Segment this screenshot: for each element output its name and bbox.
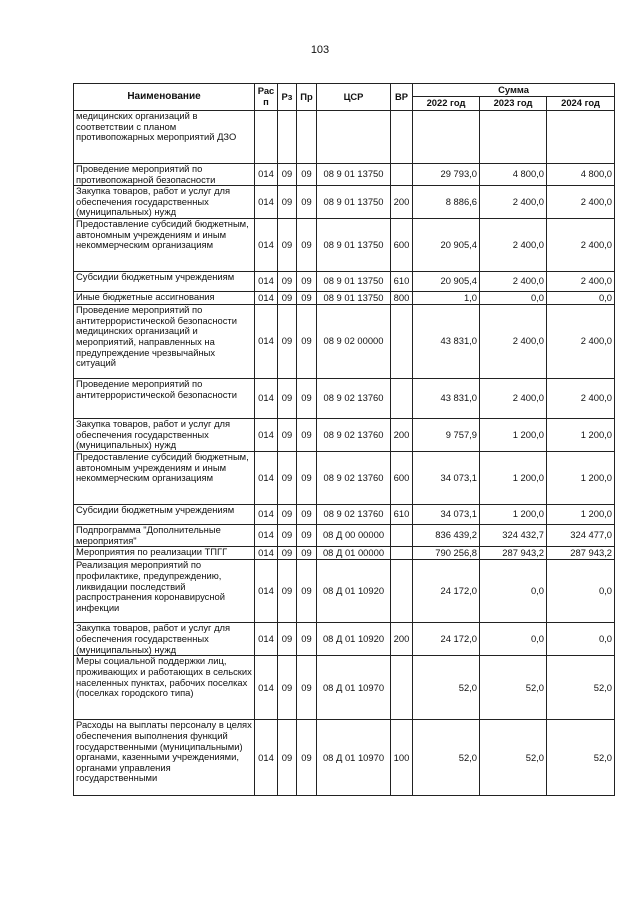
header-rasp-line1: Рас <box>257 85 275 97</box>
cell-name: Подпрограмма "Дополнительные мероприятия" <box>74 525 255 547</box>
cell-sum-2022: 52,0 <box>413 656 480 720</box>
cell-pr: 09 <box>297 525 317 547</box>
cell-rz: 09 <box>278 560 297 623</box>
cell-csr <box>317 111 391 164</box>
cell-rasp: 014 <box>255 525 278 547</box>
cell-sum-2022 <box>413 111 480 164</box>
cell-pr: 09 <box>297 186 317 219</box>
cell-rasp: 014 <box>255 164 278 186</box>
page-number: 103 <box>310 44 330 56</box>
table-row <box>74 305 615 379</box>
cell-rasp: 014 <box>255 720 278 796</box>
cell-vr: 600 <box>391 452 413 505</box>
table-row <box>74 623 615 656</box>
cell-sum-2024: 2 400,0 <box>547 219 615 272</box>
cell-csr: 08 9 02 13760 <box>317 379 391 419</box>
cell-vr <box>391 560 413 623</box>
cell-pr: 09 <box>297 547 317 560</box>
table-row <box>74 111 615 164</box>
cell-rasp: 014 <box>255 219 278 272</box>
cell-rz: 09 <box>278 623 297 656</box>
cell-sum-2022: 43 831,0 <box>413 379 480 419</box>
cell-rasp: 014 <box>255 623 278 656</box>
cell-csr: 08 9 02 13760 <box>317 505 391 525</box>
cell-vr: 200 <box>391 186 413 219</box>
cell-pr: 09 <box>297 305 317 379</box>
budget-table <box>73 83 615 796</box>
cell-pr: 09 <box>297 505 317 525</box>
cell-csr: 08 Д 01 10920 <box>317 560 391 623</box>
cell-name: Субсидии бюджетным учреждениям <box>74 505 255 525</box>
cell-sum-2022: 24 172,0 <box>413 623 480 656</box>
cell-sum-2023: 2 400,0 <box>480 379 547 419</box>
cell-name: медицинских организаций в соответствии с планом противопожарных мероприятий ДЗО <box>74 111 255 164</box>
cell-vr <box>391 111 413 164</box>
table-row <box>74 547 615 560</box>
cell-sum-2022: 52,0 <box>413 720 480 796</box>
table-row <box>74 186 615 219</box>
cell-rz: 09 <box>278 452 297 505</box>
cell-sum-2024 <box>547 111 615 164</box>
cell-sum-2022: 20 905,4 <box>413 272 480 292</box>
cell-sum-2024: 2 400,0 <box>547 272 615 292</box>
cell-csr: 08 Д 01 10970 <box>317 720 391 796</box>
cell-vr: 800 <box>391 292 413 305</box>
cell-sum-2023: 324 432,7 <box>480 525 547 547</box>
cell-vr: 600 <box>391 219 413 272</box>
cell-vr: 200 <box>391 623 413 656</box>
table-row <box>74 720 615 796</box>
cell-rz <box>278 111 297 164</box>
cell-csr: 08 9 01 13750 <box>317 292 391 305</box>
cell-vr: 610 <box>391 272 413 292</box>
cell-sum-2023: 0,0 <box>480 623 547 656</box>
cell-sum-2024: 2 400,0 <box>547 379 615 419</box>
cell-rasp: 014 <box>255 505 278 525</box>
cell-csr: 08 9 01 13750 <box>317 219 391 272</box>
cell-rz: 09 <box>278 419 297 452</box>
table-row <box>74 272 615 292</box>
cell-sum-2022: 8 886,6 <box>413 186 480 219</box>
cell-csr: 08 9 02 13760 <box>317 452 391 505</box>
cell-sum-2024: 1 200,0 <box>547 419 615 452</box>
cell-rz: 09 <box>278 186 297 219</box>
cell-rasp: 014 <box>255 379 278 419</box>
header-sum: Сумма <box>413 84 615 97</box>
cell-csr: 08 Д 01 00000 <box>317 547 391 560</box>
cell-vr <box>391 164 413 186</box>
cell-pr: 09 <box>297 623 317 656</box>
cell-vr <box>391 656 413 720</box>
cell-name: Проведение мероприятий по антитеррористической безопасности медицинских организаций и мероприятий, направленных на предупреждение чрезвычайных ситуаций <box>74 305 255 379</box>
cell-sum-2022: 790 256,8 <box>413 547 480 560</box>
cell-name: Предоставление субсидий бюджетным, автономным учреждениям и иным некоммерческим организациям <box>74 452 255 505</box>
cell-sum-2024: 1 200,0 <box>547 452 615 505</box>
cell-rasp: 014 <box>255 292 278 305</box>
cell-pr: 09 <box>297 560 317 623</box>
header-year-2023: 2023 год <box>480 97 547 111</box>
cell-sum-2024: 0,0 <box>547 623 615 656</box>
cell-sum-2022: 9 757,9 <box>413 419 480 452</box>
cell-name: Закупка товаров, работ и услуг для обеспечения государственных (муниципальных) нужд <box>74 186 255 219</box>
cell-name: Проведение мероприятий по противопожарной безопасности <box>74 164 255 186</box>
cell-sum-2023: 1 200,0 <box>480 419 547 452</box>
cell-sum-2024: 0,0 <box>547 560 615 623</box>
cell-pr: 09 <box>297 292 317 305</box>
table-row <box>74 525 615 547</box>
cell-csr: 08 9 01 13750 <box>317 164 391 186</box>
cell-sum-2023: 287 943,2 <box>480 547 547 560</box>
cell-sum-2023: 52,0 <box>480 720 547 796</box>
cell-rz: 09 <box>278 525 297 547</box>
header-pr: Пр <box>297 84 317 111</box>
cell-sum-2023: 1 200,0 <box>480 505 547 525</box>
cell-name: Расходы на выплаты персоналу в целях обеспечения выполнения функций государственными (муниципальными) органами, казенными учреждениями, органами управления государственными <box>74 720 255 796</box>
cell-sum-2022: 29 793,0 <box>413 164 480 186</box>
cell-pr: 09 <box>297 452 317 505</box>
cell-pr: 09 <box>297 419 317 452</box>
table-row <box>74 219 615 272</box>
cell-rasp <box>255 111 278 164</box>
cell-pr: 09 <box>297 272 317 292</box>
header-vr: ВР <box>391 84 413 111</box>
cell-csr: 08 Д 01 10970 <box>317 656 391 720</box>
cell-name: Проведение мероприятий по антитеррористической безопасности <box>74 379 255 419</box>
cell-rz: 09 <box>278 305 297 379</box>
table-row <box>74 419 615 452</box>
cell-pr <box>297 111 317 164</box>
cell-rz: 09 <box>278 219 297 272</box>
cell-csr: 08 9 02 00000 <box>317 305 391 379</box>
cell-csr: 08 9 02 13760 <box>317 419 391 452</box>
cell-rz: 09 <box>278 656 297 720</box>
cell-sum-2023 <box>480 111 547 164</box>
cell-csr: 08 Д 00 00000 <box>317 525 391 547</box>
header-csr: ЦСР <box>317 84 391 111</box>
cell-vr <box>391 547 413 560</box>
cell-vr: 610 <box>391 505 413 525</box>
cell-name: Закупка товаров, работ и услуг для обеспечения государственных (муниципальных) нужд <box>74 419 255 452</box>
cell-sum-2023: 0,0 <box>480 560 547 623</box>
cell-sum-2023: 2 400,0 <box>480 186 547 219</box>
cell-rz: 09 <box>278 292 297 305</box>
cell-sum-2024: 0,0 <box>547 292 615 305</box>
cell-name: Субсидии бюджетным учреждениям <box>74 272 255 292</box>
cell-rasp: 014 <box>255 272 278 292</box>
cell-sum-2023: 2 400,0 <box>480 272 547 292</box>
cell-sum-2022: 20 905,4 <box>413 219 480 272</box>
cell-sum-2022: 836 439,2 <box>413 525 480 547</box>
cell-name: Закупка товаров, работ и услуг для обеспечения государственных (муниципальных) нужд <box>74 623 255 656</box>
table-row <box>74 164 615 186</box>
header-name: Наименование <box>74 84 255 111</box>
cell-csr: 08 Д 01 10920 <box>317 623 391 656</box>
cell-name: Меры социальной поддержки лиц, проживающих и работающих в сельских населенных пунктах, рабочих поселках (поселках городского типа) <box>74 656 255 720</box>
cell-rz: 09 <box>278 272 297 292</box>
cell-csr: 08 9 01 13750 <box>317 186 391 219</box>
cell-vr: 200 <box>391 419 413 452</box>
cell-rz: 09 <box>278 164 297 186</box>
cell-sum-2022: 43 831,0 <box>413 305 480 379</box>
cell-pr: 09 <box>297 720 317 796</box>
cell-rasp: 014 <box>255 547 278 560</box>
header-rasp <box>255 84 278 111</box>
cell-sum-2023: 4 800,0 <box>480 164 547 186</box>
cell-rz: 09 <box>278 547 297 560</box>
table-row <box>74 505 615 525</box>
header-year-2022: 2022 год <box>413 97 480 111</box>
cell-rasp: 014 <box>255 186 278 219</box>
cell-name: Предоставление субсидий бюджетным, автономным учреждениям и иным некоммерческим организациям <box>74 219 255 272</box>
table-row <box>74 560 615 623</box>
cell-rasp: 014 <box>255 560 278 623</box>
cell-sum-2024: 2 400,0 <box>547 305 615 379</box>
cell-sum-2022: 1,0 <box>413 292 480 305</box>
cell-sum-2022: 34 073,1 <box>413 505 480 525</box>
table-row <box>74 452 615 505</box>
cell-rz: 09 <box>278 720 297 796</box>
cell-rasp: 014 <box>255 305 278 379</box>
cell-vr <box>391 305 413 379</box>
cell-pr: 09 <box>297 164 317 186</box>
cell-vr <box>391 379 413 419</box>
cell-sum-2024: 287 943,2 <box>547 547 615 560</box>
cell-name: Иные бюджетные ассигнования <box>74 292 255 305</box>
cell-rz: 09 <box>278 379 297 419</box>
cell-pr: 09 <box>297 219 317 272</box>
cell-vr: 100 <box>391 720 413 796</box>
cell-rasp: 014 <box>255 656 278 720</box>
header-rz: Рз <box>278 84 297 111</box>
header-year-2024: 2024 год <box>547 97 615 111</box>
cell-rasp: 014 <box>255 419 278 452</box>
table-row <box>74 292 615 305</box>
table-row <box>74 379 615 419</box>
cell-sum-2024: 4 800,0 <box>547 164 615 186</box>
cell-sum-2024: 52,0 <box>547 656 615 720</box>
cell-sum-2024: 52,0 <box>547 720 615 796</box>
cell-sum-2023: 0,0 <box>480 292 547 305</box>
cell-rasp: 014 <box>255 452 278 505</box>
cell-rz: 09 <box>278 505 297 525</box>
cell-sum-2022: 34 073,1 <box>413 452 480 505</box>
cell-sum-2023: 2 400,0 <box>480 305 547 379</box>
cell-csr: 08 9 01 13750 <box>317 272 391 292</box>
cell-pr: 09 <box>297 379 317 419</box>
cell-sum-2023: 1 200,0 <box>480 452 547 505</box>
cell-sum-2023: 2 400,0 <box>480 219 547 272</box>
header-rasp-line2: п <box>263 96 269 107</box>
table-header <box>74 84 615 111</box>
table-body <box>74 111 615 796</box>
cell-vr <box>391 525 413 547</box>
table-row <box>74 656 615 720</box>
cell-name: Реализация мероприятий по профилактике, предупреждению, ликвидации последствий распространения коронавирусной инфекции <box>74 560 255 623</box>
cell-sum-2024: 1 200,0 <box>547 505 615 525</box>
cell-pr: 09 <box>297 656 317 720</box>
cell-sum-2024: 2 400,0 <box>547 186 615 219</box>
cell-sum-2022: 24 172,0 <box>413 560 480 623</box>
cell-sum-2024: 324 477,0 <box>547 525 615 547</box>
cell-sum-2023: 52,0 <box>480 656 547 720</box>
cell-name: Мероприятия по реализации ТПГГ <box>74 547 255 560</box>
